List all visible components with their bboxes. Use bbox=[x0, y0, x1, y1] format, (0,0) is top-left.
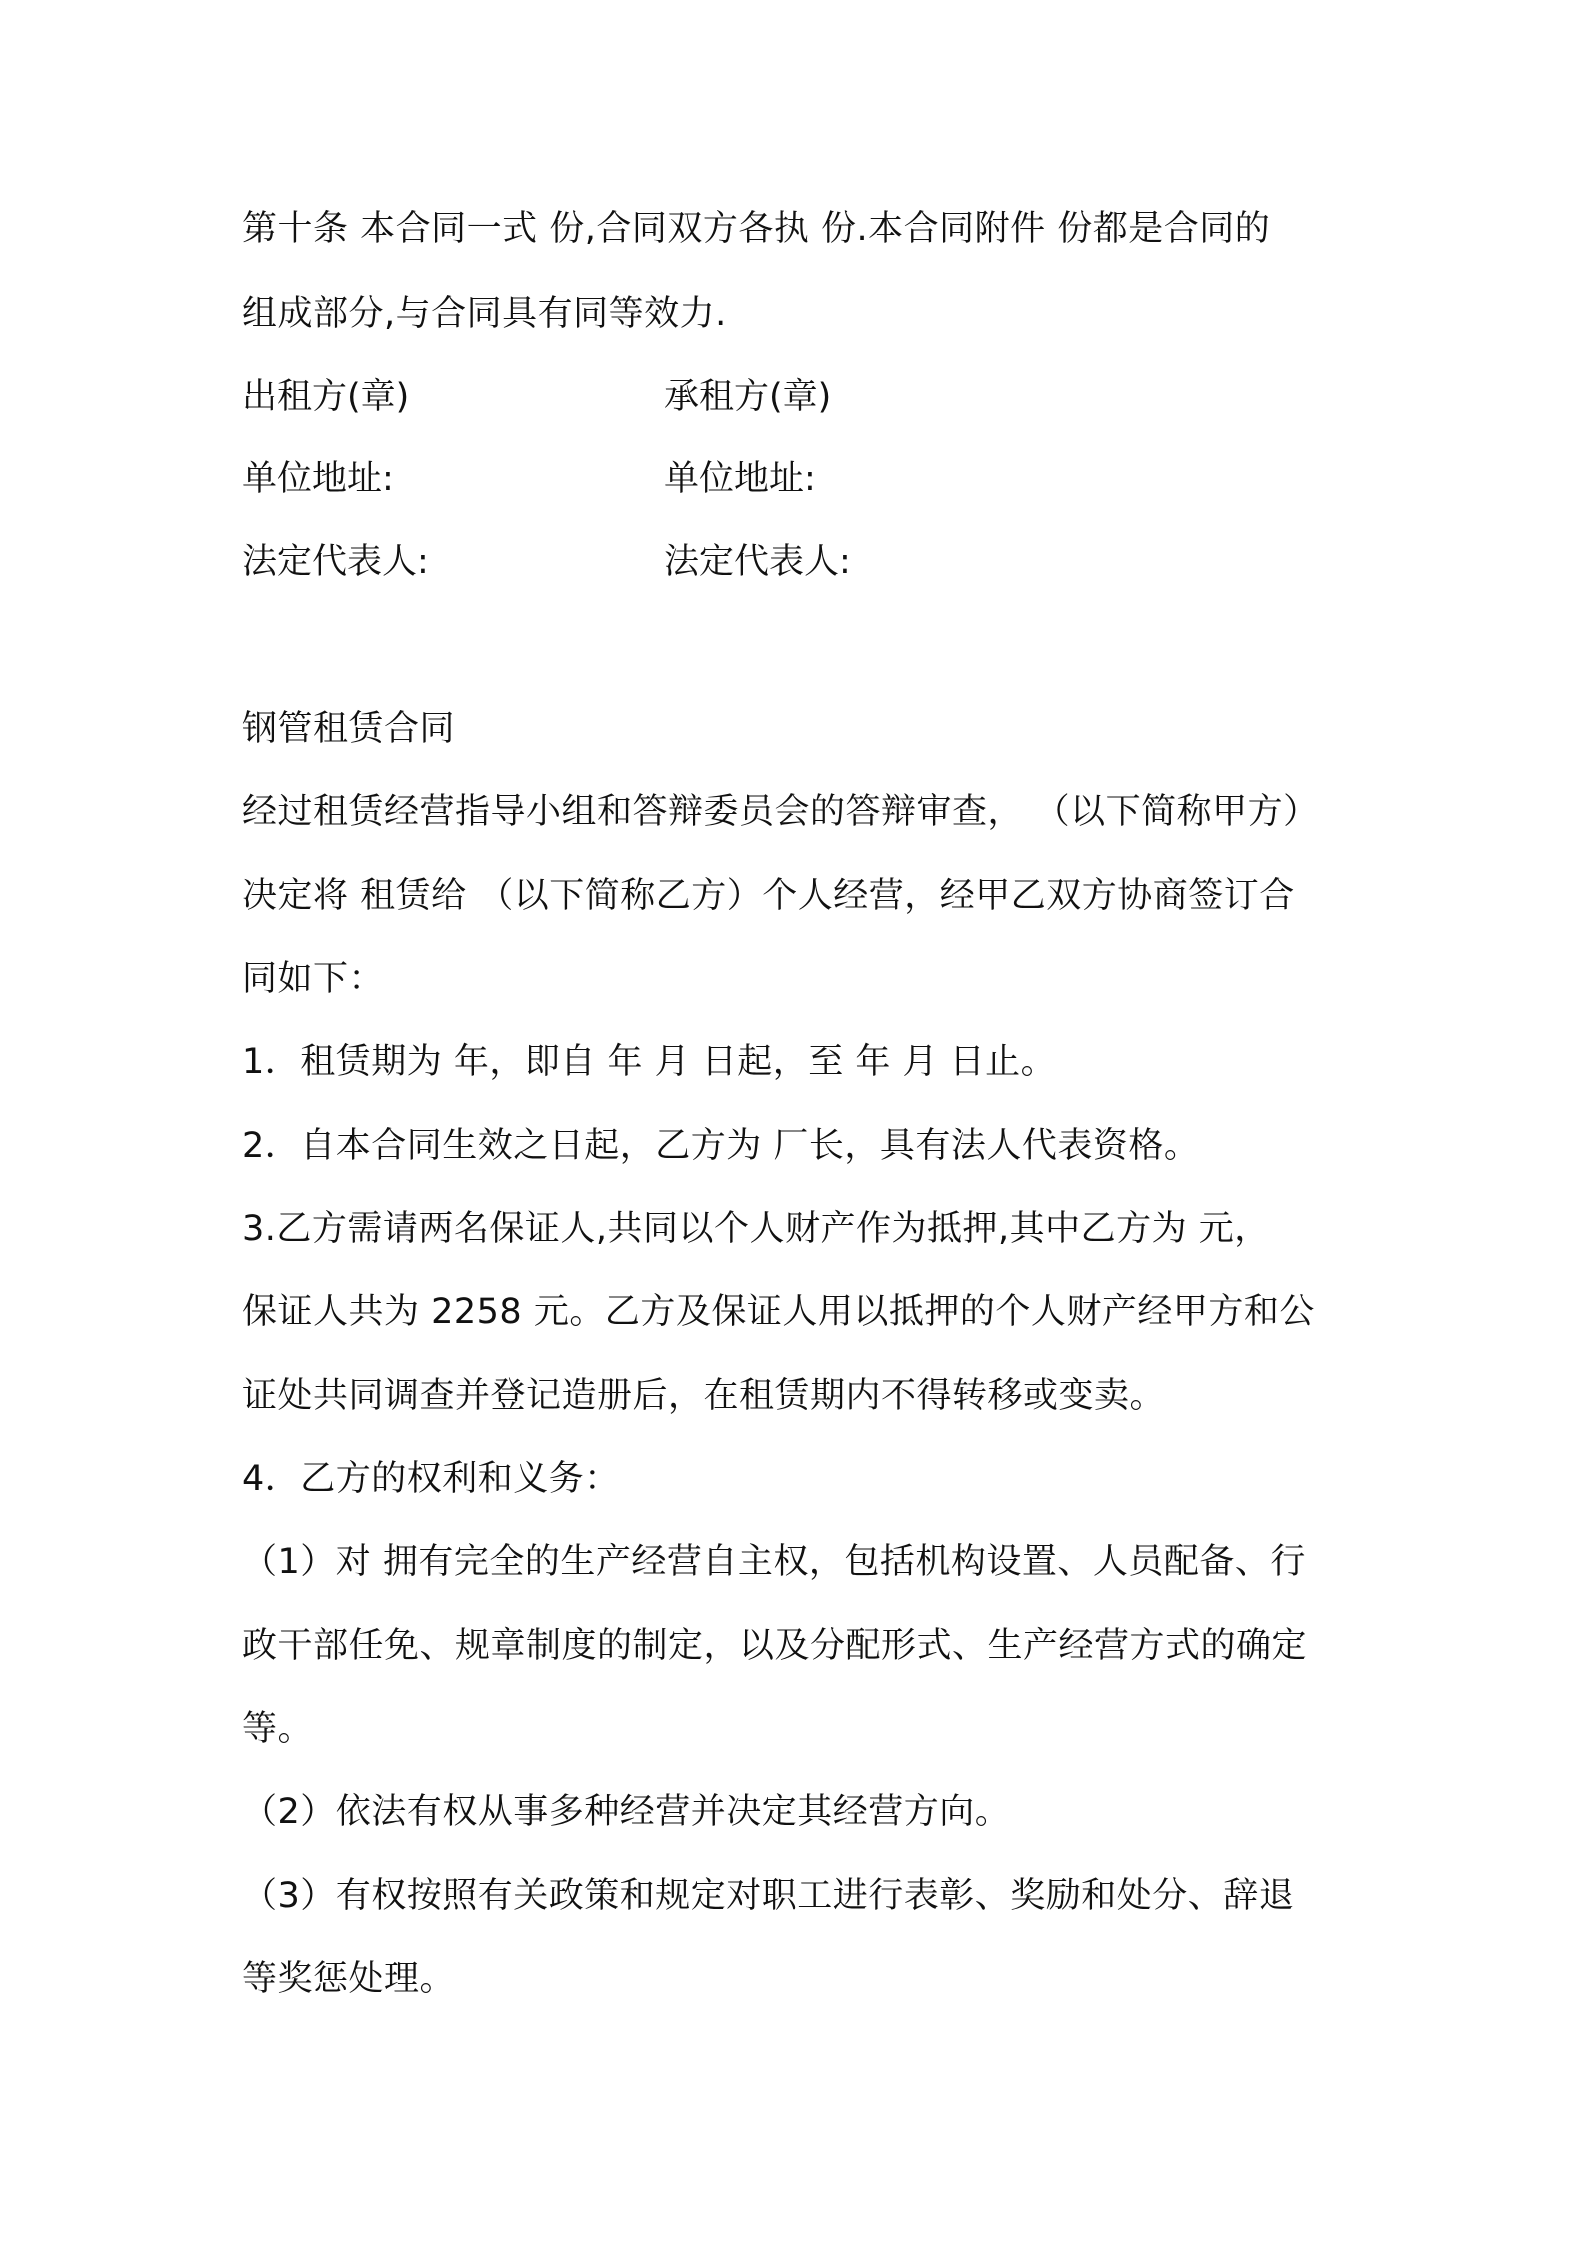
signature-row-address bbox=[242, 455, 1372, 503]
lessor-seal-label: 出租方(章) bbox=[242, 377, 410, 417]
item-1: 1．租赁期为 年，即自 年 月 日起，至 年 月 日止。 bbox=[242, 1042, 1057, 1082]
signature-row-rep bbox=[242, 538, 1372, 586]
sub-3-line-2: 等奖惩处理。 bbox=[242, 1959, 456, 1999]
intro-line-1: 经过租赁经营指导小组和答辩委员会的答辩审查， （以下简称甲方） bbox=[242, 792, 1319, 832]
lessee-address-label: 单位地址: bbox=[664, 459, 816, 499]
item-3-line-3: 证处共同调查并登记造册后，在租赁期内不得转移或变卖。 bbox=[242, 1376, 1166, 1416]
item-4: 4．乙方的权利和义务： bbox=[242, 1459, 620, 1499]
sub-1-line-1: （1）对 拥有完全的生产经营自主权，包括机构设置、人员配备、行 bbox=[242, 1542, 1306, 1582]
lessee-rep-label: 法定代表人: bbox=[664, 542, 851, 582]
lessor-address-label: 单位地址: bbox=[242, 459, 394, 499]
item-2: 2．自本合同生效之日起，乙方为 厂长，具有法人代表资格。 bbox=[242, 1126, 1200, 1166]
item-3-line-1: 3.乙方需请两名保证人,共同以个人财产作为抵押,其中乙方为 元， bbox=[242, 1209, 1270, 1249]
sub-1-line-2: 政干部任免、规章制度的制定，以及分配形式、生产经营方式的确定 bbox=[242, 1626, 1308, 1666]
lessor-rep-label: 法定代表人: bbox=[242, 542, 429, 582]
intro-line-2: 决定将 租赁给 （以下简称乙方）个人经营，经甲乙双方协商签订合 bbox=[242, 876, 1295, 916]
clause10-line-1: 第十条 本合同一式 份,合同双方各执 份.本合同附件 份都是合同的 bbox=[242, 209, 1271, 249]
item-3-line-2: 保证人共为 2258 元。乙方及保证人用以抵押的个人财产经甲方和公 bbox=[242, 1292, 1315, 1332]
contract-title: 钢管租赁合同 bbox=[242, 709, 456, 749]
sub-1-line-3: 等。 bbox=[242, 1709, 314, 1749]
intro-line-3: 同如下： bbox=[242, 959, 385, 999]
sub-3-line-1: （3）有权按照有关政策和规定对职工进行表彰、奖励和处分、辞退 bbox=[242, 1876, 1295, 1916]
signature-row-seal bbox=[242, 373, 1372, 421]
sub-2: （2）依法有权从事多种经营并决定其经营方向。 bbox=[242, 1792, 1011, 1832]
lessee-seal-label: 承租方(章) bbox=[664, 377, 832, 417]
clause10-line-2: 组成部分,与合同具有同等效力. bbox=[242, 294, 727, 334]
